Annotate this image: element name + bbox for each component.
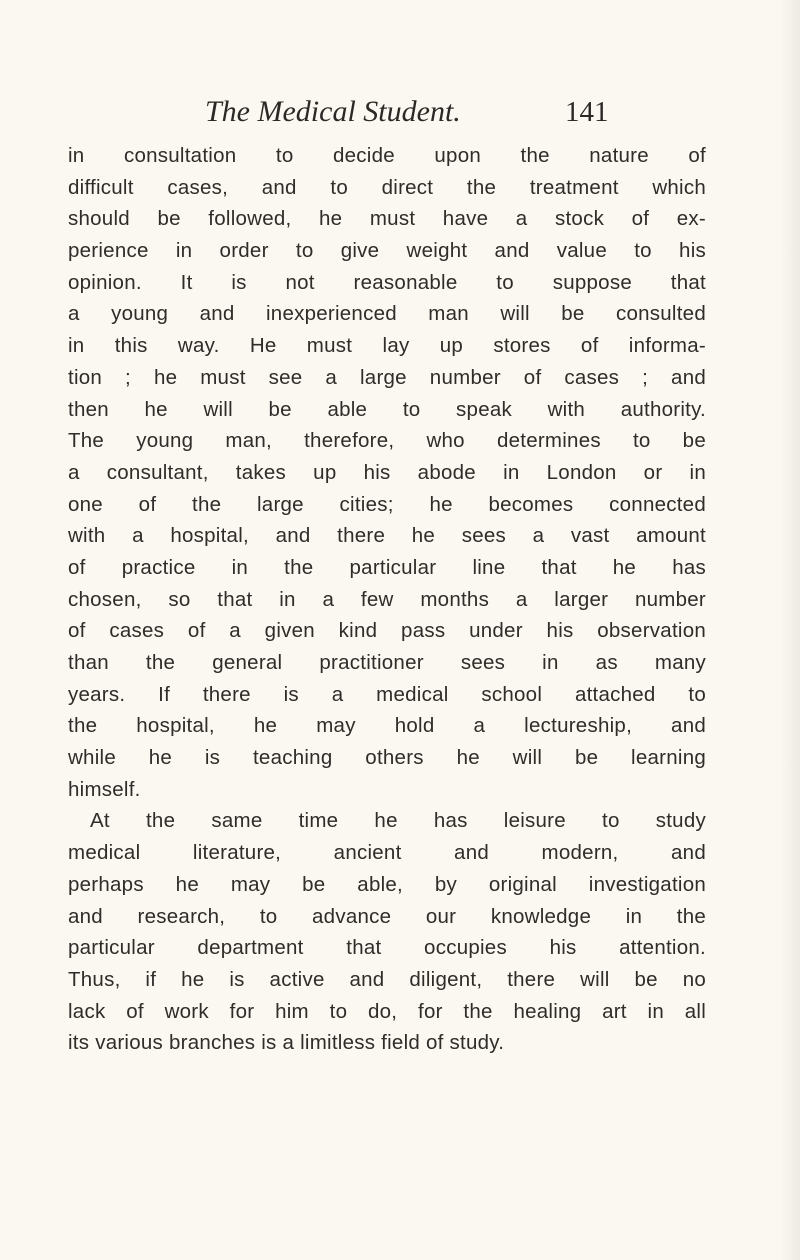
paragraph-end-line: himself. [68, 777, 141, 801]
page-number: 141 [565, 96, 609, 128]
page-edge-shadow [780, 0, 800, 1260]
text-line: perience in order to give weight and value to his [68, 239, 706, 263]
body-text [68, 140, 706, 1059]
text-line: tion ; he must see a large number of cases ; and [68, 365, 706, 389]
text-line: perhaps he may be able, by original investigation [68, 872, 706, 896]
text-line: lack of work for him to do, for the healing art in all [68, 999, 706, 1023]
paragraph-first-line: At the same time he has leisure to study [90, 809, 706, 833]
paragraph-end-line: its various branches is a limitless field of study. [68, 1031, 505, 1055]
text-line: a young and inexperienced man will be consulted [68, 302, 706, 326]
running-head [0, 94, 800, 134]
text-line: than the general practitioner sees in as many [68, 651, 706, 674]
text-line: of practice in the particular line that he has [68, 555, 706, 579]
text-line: a consultant, takes up his abode in London or in [68, 460, 706, 484]
text-line: years. If there is a medical school attached to [68, 682, 706, 706]
text-line: in consultation to decide upon the nature of [68, 144, 706, 167]
text-line: medical literature, ancient and modern, and [68, 841, 706, 865]
text-line: opinion. It is not reasonable to suppose that [68, 270, 706, 294]
text-line: should be followed, he must have a stock of ex- [68, 207, 706, 231]
text-line: and research, to advance our knowledge in the [68, 904, 706, 928]
text-line: difficult cases, and to direct the treatment which [68, 175, 706, 199]
text-line: chosen, so that in a few months a larger number [68, 587, 706, 611]
text-line: in this way. He must lay up stores of informa- [68, 334, 706, 358]
text-line: The young man, therefore, who determines to be [68, 429, 706, 453]
text-line: with a hospital, and there he sees a vast amount [68, 524, 706, 548]
text-line: one of the large cities; he becomes connected [68, 492, 706, 516]
text-line: the hospital, he may hold a lectureship, and [68, 714, 706, 738]
text-line: Thus, if he is active and diligent, there will be no [68, 967, 706, 991]
text-line: while he is teaching others he will be learning [68, 746, 706, 770]
running-title: The Medical Student. [205, 95, 461, 128]
text-line: of cases of a given kind pass under his observation [68, 619, 706, 643]
text-line: then he will be able to speak with authority. [68, 397, 706, 421]
text-line: particular department that occupies his attention. [68, 936, 706, 960]
